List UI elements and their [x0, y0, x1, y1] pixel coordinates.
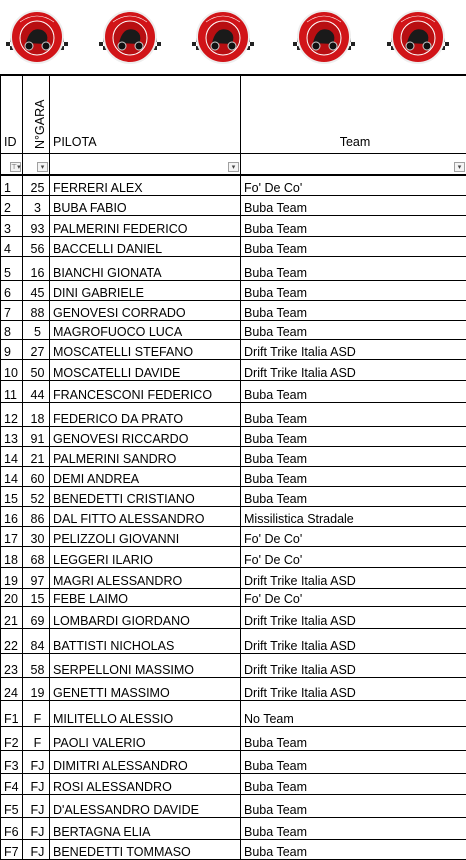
row-id: 14	[1, 466, 23, 486]
table-row	[1, 677, 466, 700]
row-id: 14	[1, 446, 23, 466]
row-race-number: 86	[23, 506, 50, 526]
table-row	[1, 588, 466, 606]
drift-trike-italia-logo	[387, 8, 445, 66]
row-id: F3	[1, 750, 23, 773]
row-pilot: SERPELLONI MASSIMO	[50, 653, 241, 677]
row-team: Buba Team	[241, 215, 466, 236]
row-id: 1	[1, 175, 23, 195]
row-id: 5	[1, 256, 23, 280]
table-row	[1, 402, 466, 426]
table-row	[1, 256, 466, 280]
row-pilot: MAGRI ALESSANDRO	[50, 567, 241, 588]
row-id: 3	[1, 215, 23, 236]
row-race-number: F	[23, 700, 50, 726]
row-race-number: 60	[23, 466, 50, 486]
drift-trike-italia-logo	[6, 8, 64, 66]
table-row	[1, 466, 466, 486]
row-pilot: DAL FITTO ALESSANDRO	[50, 506, 241, 526]
row-id: F1	[1, 700, 23, 726]
row-team: Buba Team	[241, 466, 466, 486]
row-team: Buba Team	[241, 236, 466, 256]
drift-trike-italia-logo	[192, 8, 250, 66]
filter-active-icon[interactable]: ⊤▾	[10, 162, 21, 172]
drift-trike-italia-logo	[99, 8, 157, 66]
row-pilot: MOSCATELLI STEFANO	[50, 339, 241, 359]
row-team: Drift Trike Italia ASD	[241, 653, 466, 677]
filter-dropdown-icon[interactable]: ▾	[454, 162, 465, 172]
row-pilot: MOSCATELLI DAVIDE	[50, 359, 241, 380]
row-team: Fo' De Co'	[241, 526, 466, 546]
row-id: 15	[1, 486, 23, 506]
row-pilot: MILITELLO ALESSIO	[50, 700, 241, 726]
table-row	[1, 339, 466, 359]
row-pilot: BENEDETTI CRISTIANO	[50, 486, 241, 506]
table-row	[1, 426, 466, 446]
row-id: 17	[1, 526, 23, 546]
row-team: Buba Team	[241, 794, 466, 817]
row-pilot: LEGGERI ILARIO	[50, 546, 241, 567]
header-pilot: PILOTA	[50, 75, 241, 154]
row-race-number: FJ	[23, 750, 50, 773]
header-id: ID	[1, 75, 23, 154]
row-pilot: ROSI ALESSANDRO	[50, 773, 241, 794]
row-race-number: 84	[23, 628, 50, 653]
table-row	[1, 506, 466, 526]
table-row	[1, 773, 466, 794]
table-row	[1, 280, 466, 300]
row-id: 21	[1, 606, 23, 628]
row-race-number: FJ	[23, 773, 50, 794]
table-row	[1, 380, 466, 402]
row-pilot: DEMI ANDREA	[50, 466, 241, 486]
row-id: F5	[1, 794, 23, 817]
filter-row	[1, 154, 466, 176]
row-pilot: LOMBARDI GIORDANO	[50, 606, 241, 628]
drift-trike-italia-logo	[293, 8, 351, 66]
table-row	[1, 320, 466, 339]
filter-dropdown-icon[interactable]: ▾	[228, 162, 239, 172]
row-pilot: BACCELLI DANIEL	[50, 236, 241, 256]
table-row	[1, 175, 466, 195]
row-race-number: 16	[23, 256, 50, 280]
table-row	[1, 750, 466, 773]
row-id: 23	[1, 653, 23, 677]
filter-dropdown-icon[interactable]: ▾	[37, 162, 48, 172]
row-team: Buba Team	[241, 726, 466, 750]
race-entry-table	[0, 74, 466, 860]
row-team: Drift Trike Italia ASD	[241, 628, 466, 653]
filter-cell-id	[1, 154, 23, 176]
table-row	[1, 628, 466, 653]
row-id: 6	[1, 280, 23, 300]
table-row	[1, 526, 466, 546]
header-row	[1, 75, 466, 154]
row-pilot: PALMERINI FEDERICO	[50, 215, 241, 236]
row-pilot: PALMERINI SANDRO	[50, 446, 241, 466]
row-id: F2	[1, 726, 23, 750]
row-team: Fo' De Co'	[241, 588, 466, 606]
row-pilot: BUBA FABIO	[50, 195, 241, 215]
row-id: 11	[1, 380, 23, 402]
row-race-number: 5	[23, 320, 50, 339]
row-race-number: FJ	[23, 817, 50, 839]
header-race-number-label: N°GARA	[33, 100, 47, 149]
row-team: Buba Team	[241, 426, 466, 446]
row-team: Drift Trike Italia ASD	[241, 567, 466, 588]
row-team: Fo' De Co'	[241, 546, 466, 567]
row-race-number: 88	[23, 300, 50, 320]
row-race-number: 97	[23, 567, 50, 588]
table-row	[1, 817, 466, 839]
row-team: Buba Team	[241, 486, 466, 506]
row-id: 9	[1, 339, 23, 359]
row-id: 8	[1, 320, 23, 339]
row-pilot: DINI GABRIELE	[50, 280, 241, 300]
row-id: 20	[1, 588, 23, 606]
row-team: Buba Team	[241, 380, 466, 402]
row-team: Drift Trike Italia ASD	[241, 677, 466, 700]
row-team: Buba Team	[241, 402, 466, 426]
row-race-number: 30	[23, 526, 50, 546]
table-row	[1, 215, 466, 236]
row-team: Buba Team	[241, 750, 466, 773]
row-id: 13	[1, 426, 23, 446]
row-pilot: FEDERICO DA PRATO	[50, 402, 241, 426]
table-row	[1, 359, 466, 380]
row-pilot: GENOVESI RICCARDO	[50, 426, 241, 446]
row-id: 4	[1, 236, 23, 256]
row-race-number: 25	[23, 175, 50, 195]
row-team: Buba Team	[241, 300, 466, 320]
row-id: F4	[1, 773, 23, 794]
row-race-number: 68	[23, 546, 50, 567]
row-id: 10	[1, 359, 23, 380]
row-race-number: 69	[23, 606, 50, 628]
header-race-number	[23, 75, 50, 154]
row-race-number: 15	[23, 588, 50, 606]
row-race-number: FJ	[23, 839, 50, 859]
row-team: No Team	[241, 700, 466, 726]
row-race-number: 93	[23, 215, 50, 236]
row-race-number: 27	[23, 339, 50, 359]
row-id: 19	[1, 567, 23, 588]
row-race-number: 19	[23, 677, 50, 700]
row-pilot: BERTAGNA ELIA	[50, 817, 241, 839]
row-id: 12	[1, 402, 23, 426]
row-race-number: 56	[23, 236, 50, 256]
row-id: 7	[1, 300, 23, 320]
row-race-number: 21	[23, 446, 50, 466]
row-race-number: 58	[23, 653, 50, 677]
row-pilot: GENETTI MASSIMO	[50, 677, 241, 700]
table-row	[1, 300, 466, 320]
table-row	[1, 794, 466, 817]
table-row	[1, 606, 466, 628]
row-id: 16	[1, 506, 23, 526]
row-id: 22	[1, 628, 23, 653]
row-pilot: GENOVESI CORRADO	[50, 300, 241, 320]
row-race-number: 45	[23, 280, 50, 300]
row-pilot: PELIZZOLI GIOVANNI	[50, 526, 241, 546]
row-team: Drift Trike Italia ASD	[241, 606, 466, 628]
row-team: Buba Team	[241, 773, 466, 794]
filter-cell-team	[241, 154, 466, 176]
row-pilot: BATTISTI NICHOLAS	[50, 628, 241, 653]
table-row	[1, 726, 466, 750]
row-race-number: 50	[23, 359, 50, 380]
row-id: 2	[1, 195, 23, 215]
row-team: Buba Team	[241, 195, 466, 215]
filter-cell-pilot	[50, 154, 241, 176]
header-team: Team	[241, 75, 466, 154]
row-race-number: 3	[23, 195, 50, 215]
row-team: Drift Trike Italia ASD	[241, 359, 466, 380]
table-row	[1, 567, 466, 588]
row-team: Fo' De Co'	[241, 175, 466, 195]
row-pilot: BIANCHI GIONATA	[50, 256, 241, 280]
row-team: Drift Trike Italia ASD	[241, 339, 466, 359]
row-id: F7	[1, 839, 23, 859]
table-row	[1, 839, 466, 859]
row-race-number: 91	[23, 426, 50, 446]
row-team: Buba Team	[241, 446, 466, 466]
row-pilot: FERRERI ALEX	[50, 175, 241, 195]
row-team: Buba Team	[241, 320, 466, 339]
row-pilot: MAGROFUOCO LUCA	[50, 320, 241, 339]
table-row	[1, 195, 466, 215]
row-pilot: BENEDETTI TOMMASO	[50, 839, 241, 859]
row-race-number: F	[23, 726, 50, 750]
row-team: Buba Team	[241, 817, 466, 839]
table-row	[1, 700, 466, 726]
row-team: Missilistica Stradale	[241, 506, 466, 526]
row-pilot: DIMITRI ALESSANDRO	[50, 750, 241, 773]
row-pilot: FRANCESCONI FEDERICO	[50, 380, 241, 402]
row-id: F6	[1, 817, 23, 839]
table-row	[1, 486, 466, 506]
row-id: 24	[1, 677, 23, 700]
table-row	[1, 546, 466, 567]
table-row	[1, 446, 466, 466]
row-pilot: FEBE LAIMO	[50, 588, 241, 606]
filter-cell-num	[23, 154, 50, 176]
row-race-number: FJ	[23, 794, 50, 817]
row-id: 18	[1, 546, 23, 567]
table-row	[1, 653, 466, 677]
row-race-number: 18	[23, 402, 50, 426]
row-team: Buba Team	[241, 839, 466, 859]
logo-strip	[0, 0, 466, 72]
row-team: Buba Team	[241, 256, 466, 280]
row-race-number: 52	[23, 486, 50, 506]
row-race-number: 44	[23, 380, 50, 402]
table-row	[1, 236, 466, 256]
row-team: Buba Team	[241, 280, 466, 300]
row-pilot: D'ALESSANDRO DAVIDE	[50, 794, 241, 817]
row-pilot: PAOLI VALERIO	[50, 726, 241, 750]
